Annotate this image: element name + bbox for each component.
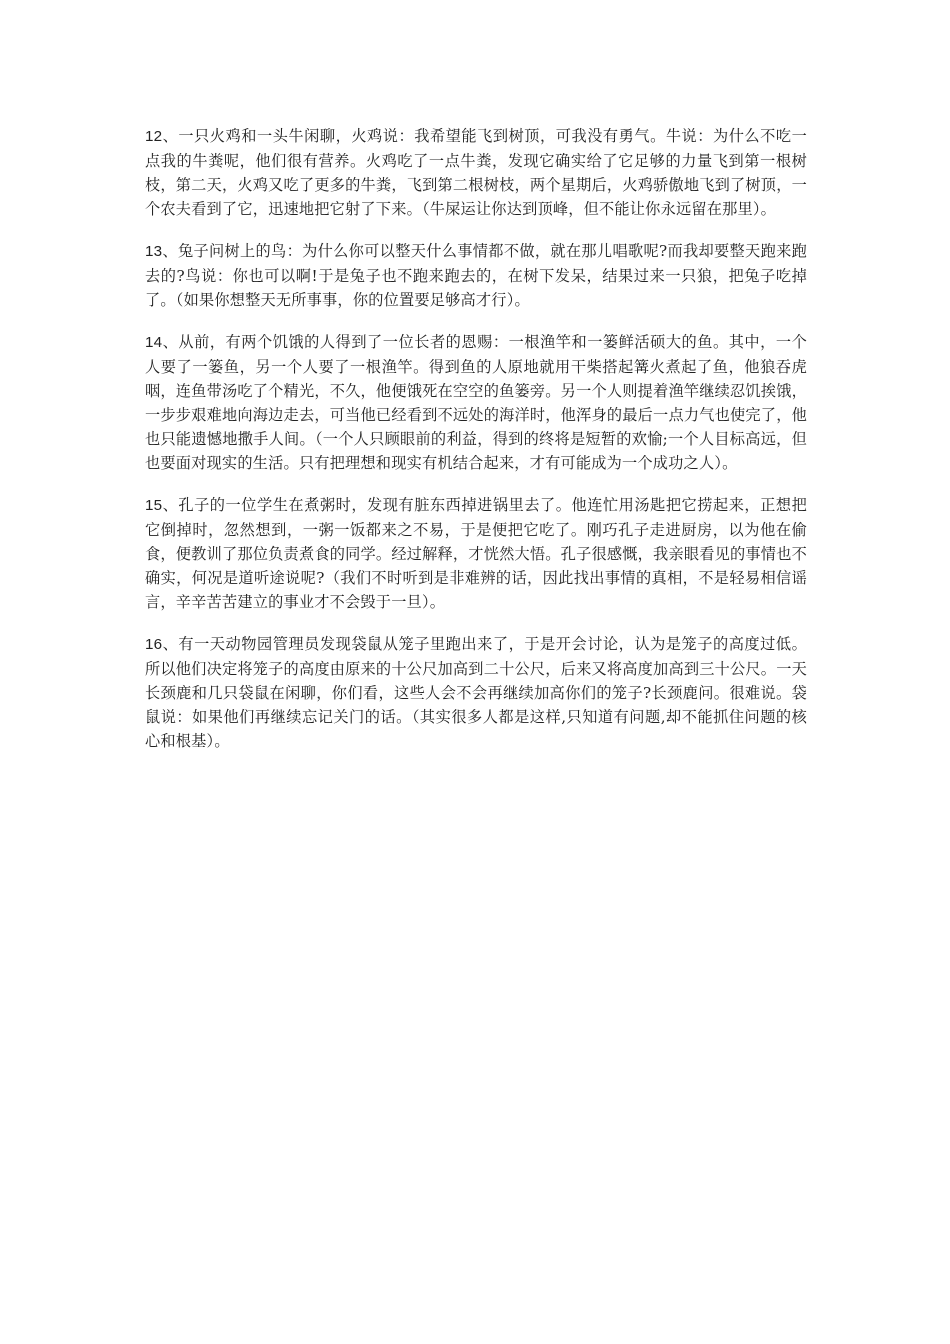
story-number: 14: [145, 334, 163, 351]
story-text: 、兔子问树上的鸟：为什么你可以整天什么事情都不做，就在那儿唱歌呢?而我却要整天跑来跑去的?鸟说：你也可以啊!于是兔子也不跑来跑去的，在树下发呆，结果过来一只狼，把兔子吃掉了。（如果你想整天无所事事，你的位置要足够高才行）。: [145, 242, 807, 309]
story-number: 15: [145, 497, 163, 514]
story-15: [145, 493, 807, 614]
story-number: 12: [145, 128, 163, 145]
story-text: 、从前，有两个饥饿的人得到了一位长者的恩赐：一根渔竿和一篓鲜活硕大的鱼。其中，一个人要了一篓鱼，另一个人要了一根渔竿。得到鱼的人原地就用干柴搭起篝火煮起了鱼，他狼吞虎咽，连鱼带汤吃了个精光，不久，他便饿死在空空的鱼篓旁。另一个人则提着渔竿继续忍饥挨饿，一步步艰难地向海边走去，可当他已经看到不远处的海洋时，他浑身的最后一点力气也使完了，他也只能遗憾地撒手人间。（一个人只顾眼前的利益，得到的终将是短暂的欢愉;一个人目标高远，但也要面对现实的生活。只有把理想和现实有机结合起来，才有可能成为一个成功之人）。: [145, 333, 807, 472]
story-12: [145, 124, 807, 221]
story-13: [145, 239, 807, 312]
story-16: [145, 632, 807, 753]
story-14: [145, 330, 807, 475]
story-number: 13: [145, 243, 163, 260]
story-text: 、有一天动物园管理员发现袋鼠从笼子里跑出来了，于是开会讨论，认为是笼子的高度过低。所以他们决定将笼子的高度由原来的十公尺加高到二十公尺，后来又将高度加高到三十公尺。一天长颈鹿和几只袋鼠在闲聊，你们看，这些人会不会再继续加高你们的笼子?长颈鹿问。很难说。袋鼠说：如果他们再继续忘记关门的话。（其实很多人都是这样,只知道有问题,却不能抓住问题的核心和根基）。: [145, 635, 807, 750]
story-number: 16: [145, 636, 163, 653]
document-body: [145, 124, 807, 771]
story-text: 、一只火鸡和一头牛闲聊，火鸡说：我希望能飞到树顶，可我没有勇气。牛说：为什么不吃一点我的牛粪呢，他们很有营养。火鸡吃了一点牛粪，发现它确实给了它足够的力量飞到第一根树枝，第二天，火鸡又吃了更多的牛粪，飞到第二根树枝，两个星期后，火鸡骄傲地飞到了树顶，一个农夫看到了它，迅速地把它射了下来。（牛屎运让你达到顶峰，但不能让你永远留在那里）。: [145, 127, 807, 218]
story-text: 、孔子的一位学生在煮粥时，发现有脏东西掉进锅里去了。他连忙用汤匙把它捞起来，正想把它倒掉时，忽然想到，一粥一饭都来之不易，于是便把它吃了。刚巧孔子走进厨房，以为他在偷食，便教训了那位负责煮食的同学。经过解释，才恍然大悟。孔子很感慨，我亲眼看见的事情也不确实，何况是道听途说呢?（我们不时听到是非难辨的话，因此找出事情的真相，不是轻易相信谣言，辛辛苦苦建立的事业才不会毁于一旦）。: [145, 496, 807, 611]
